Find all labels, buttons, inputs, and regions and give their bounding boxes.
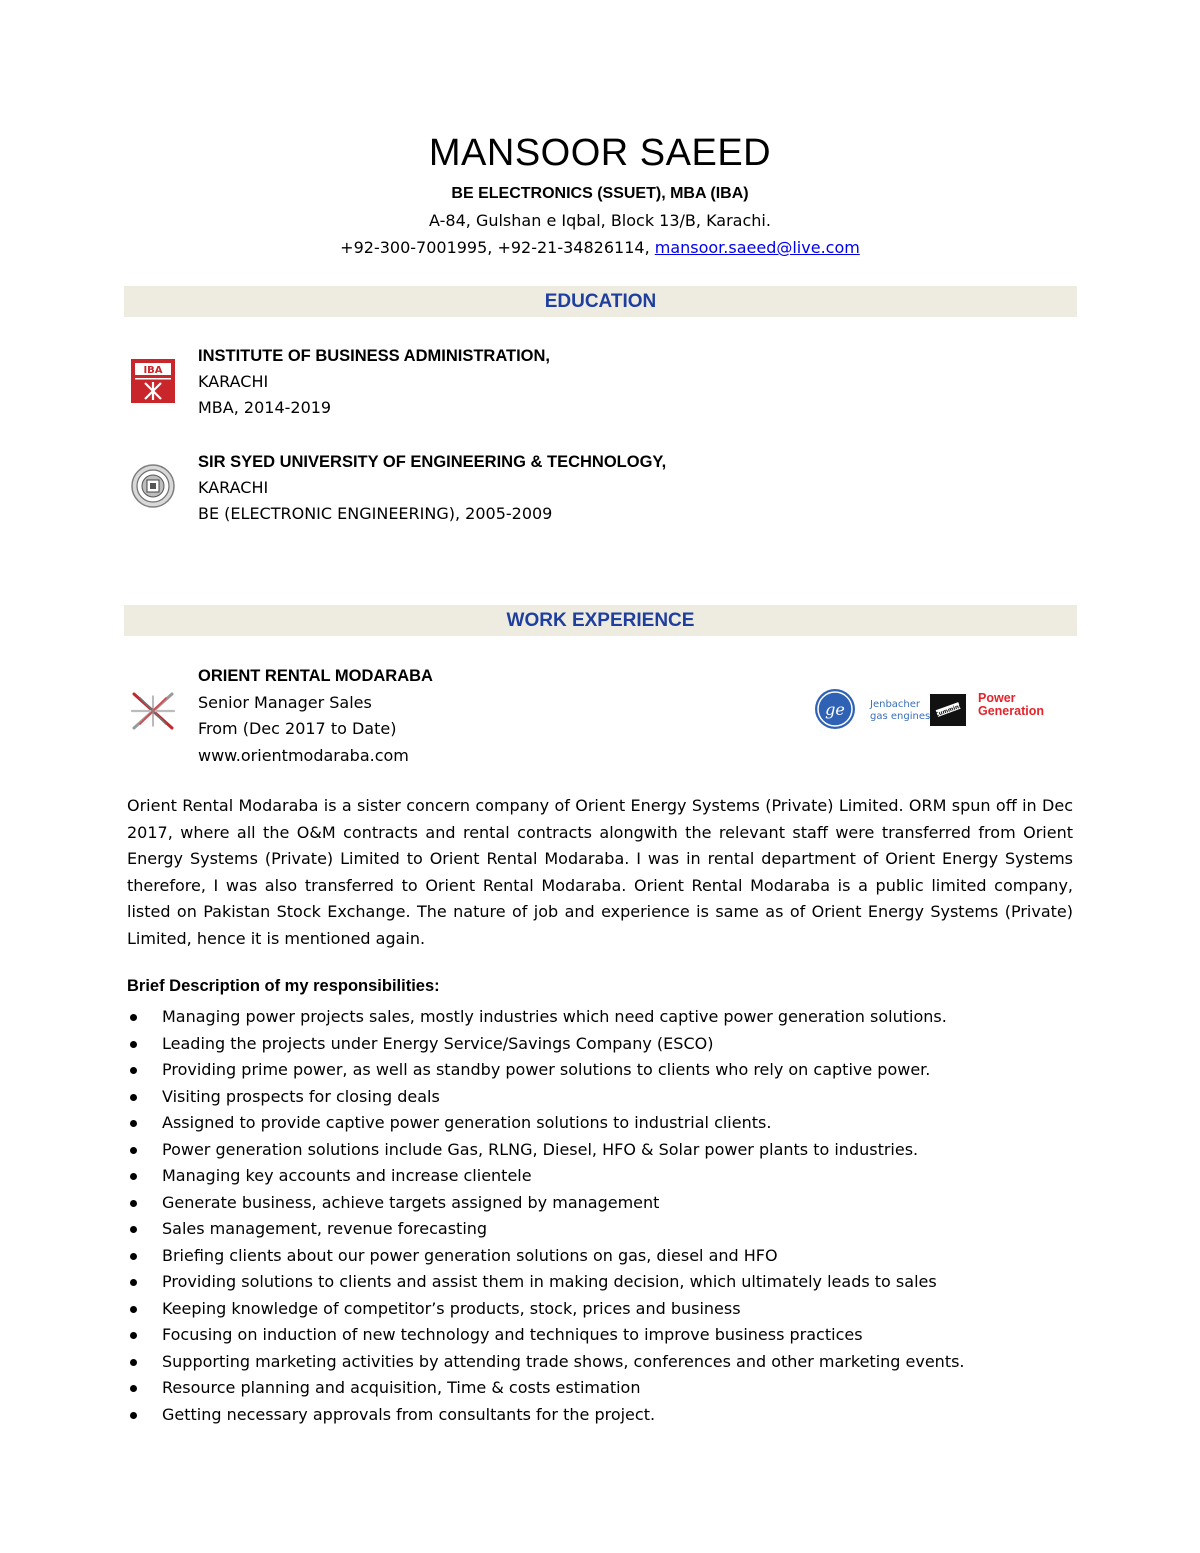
candidate-address: A-84, Gulshan e Iqbal, Block 13/B, Karachi. [429,211,771,230]
list-item: Briefing clients about our power generation solutions on gas, diesel and HFO [127,1243,1087,1270]
list-item: Sales management, revenue forecasting [127,1216,1087,1243]
list-item: Generate business, achieve targets assigned by management [127,1190,1087,1217]
phone-numbers: +92-300-7001995, +92-21-34826114, [340,238,655,257]
list-item: Supporting marketing activities by attending trade shows, conferences and other marketing events. [127,1349,1087,1376]
orient-modaraba-logo-icon [130,688,176,734]
jenbacher-logo-icon [869,699,930,722]
job-period: From (Dec 2017 to Date) [198,719,397,738]
institution-name: INSTITUTE OF BUSINESS ADMINISTRATION, [198,347,551,365]
education-entry-iba [198,343,550,421]
institution-name: SIR SYED UNIVERSITY OF ENGINEERING & TECHNOLOGY, [198,453,667,471]
list-item: Providing solutions to clients and assist them in making decision, which ultimately leads to sales [127,1269,1087,1296]
email-link[interactable]: mansoor.saeed@live.com [654,238,860,257]
job-description: Orient Rental Modaraba is a sister concern company of Orient Energy Systems (Private) Limited. ORM spun off in Dec 2017, where all the O&M contracts and rental contracts alongwith the relevant staff were transferred from Orient Energy Systems (Private) Limited to Orient Rental Modaraba. I was in rental department of Orient Energy Systems therefore, I was also transferred to Orient Rental Modaraba. Orient Rental Modaraba is a public limited company, listed on Pakistan Stock Exchange. The nature of job and experience is same as of Orient Energy Systems (Private) Limited, hence it is mentioned again. [127,796,1073,948]
power-generation-logo-icon [978,691,1044,718]
list-item: Leading the projects under Energy Service/Savings Company (ESCO) [127,1031,1087,1058]
svg-text:Generation: Generation [978,704,1044,718]
svg-text:Jenbacher: Jenbacher [870,699,921,710]
list-item: Visiting prospects for closing deals [127,1084,1087,1111]
education-section-header: EDUCATION [124,286,1077,317]
list-item: Assigned to provide captive power generation solutions to industrial clients. [127,1110,1087,1137]
svg-text:gas engines: gas engines [870,711,931,722]
education-degree: MBA, 2014-2019 [198,398,332,417]
svg-text:Cummins: Cummins [934,703,964,719]
education-degree: BE (ELECTRONIC ENGINEERING), 2005-2009 [198,504,553,523]
candidate-contact [0,238,1200,257]
cummins-logo-icon [930,694,966,726]
svg-text:Power: Power [978,691,1016,705]
list-item: Keeping knowledge of competitor’s products, stock, prices and business [127,1296,1087,1323]
work-experience-section-header: WORK EXPERIENCE [124,605,1077,636]
list-item: Providing prime power, as well as standby power solutions to clients who rely on captive power. [127,1057,1087,1084]
candidate-degrees: BE ELECTRONICS (SSUET), MBA (IBA) [451,185,749,202]
list-item: Focusing on induction of new technology and techniques to improve business practices [127,1322,1087,1349]
iba-logo-icon [131,359,175,403]
partner-logos [812,684,1062,734]
list-item: Power generation solutions include Gas, RLNG, Diesel, HFO & Solar power plants to industries. [127,1137,1087,1164]
company-name: ORIENT RENTAL MODARABA [198,667,433,685]
ssuet-seal-icon [131,464,175,508]
job-position: Senior Manager Sales [198,692,372,712]
svg-text:IBA: IBA [143,365,163,376]
list-item: Getting necessary approvals from consultants for the project. [127,1402,1087,1429]
company-website: www.orientmodaraba.com [198,745,409,765]
responsibilities-title: Brief Description of my responsibilities: [127,977,440,995]
ge-logo-icon [815,689,855,729]
candidate-name: MANSOOR SAEED [428,132,772,174]
list-item: Managing power projects sales, mostly industries which need captive power generation solutions. [127,1004,1087,1031]
institution-city: KARACHI [198,478,269,497]
job-entry-orient [198,663,433,769]
education-entry-ssuet [198,449,666,527]
svg-text:ge: ge [825,700,845,719]
responsibilities-list [127,1004,1087,1428]
list-item: Resource planning and acquisition, Time & costs estimation [127,1375,1087,1402]
list-item: Managing key accounts and increase clientele [127,1163,1087,1190]
institution-city: KARACHI [198,372,269,391]
